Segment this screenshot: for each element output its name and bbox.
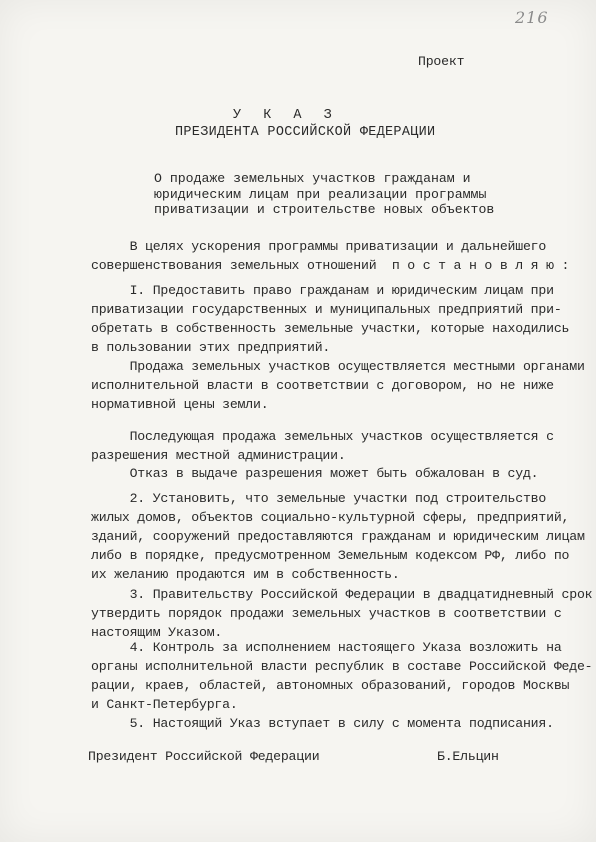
item-4-paragraph: 4. Контроль за исполнением настоящего Указа возложить на органы исполнительной власти республик в составе Российской Феде- рации, краев, областей, автономных образований, городов Москвы и Санкт-Петербурга. xyxy=(91,640,593,712)
item-1-refusal-paragraph: Отказ в выдаче разрешения может быть обжалован в суд. xyxy=(91,466,539,481)
draft-label: Проект xyxy=(418,54,465,69)
preamble-paragraph: В целях ускорения программы приватизации и дальнейшего совершенствования земельных отношений п о с т а н о в л я ю : xyxy=(91,239,570,273)
item-1-sale-paragraph: Продажа земельных участков осуществляется местными органами исполнительной власти в соответствии с договором, но не ниже нормативной цены земли. xyxy=(91,359,585,412)
document-subject: О продаже земельных участков гражданам и юридическим лицам при реализации программы приватизации и строительстве новых объектов xyxy=(154,171,495,217)
item-2-paragraph: 2. Установить, что земельные участки под строительство жилых домов, объектов социально-культурной сферы, предприятий, зданий, сооружений предоставляются гражданам и юридическим лицам либо в порядке, предусмотренном Земельным кодексом РФ, либо по их желанию продаются им в собственность. xyxy=(91,491,585,582)
item-3-paragraph: 3. Правительству Российской Федерации в двадцатидневный срок утвердить порядок продажи земельных участков в соответствии с настоящим Указом. xyxy=(91,587,593,640)
document-title: У К А З xyxy=(233,108,339,123)
item-5-paragraph: 5. Настоящий Указ вступает в силу с момента подписания. xyxy=(91,716,554,731)
item-1-paragraph: I. Предоставить право гражданам и юридическим лицам при приватизации государственных и муниципальных предприятий при- обретать в собственность земельные участки, которые находились в пользовании этих предприятий. xyxy=(91,283,570,355)
handwritten-page-number: 216 xyxy=(515,8,549,27)
signature-name: Б.Ельцин xyxy=(437,749,499,764)
item-1-resale-paragraph: Последующая продажа земельных участков осуществляется с разрешения местной администрации. xyxy=(91,429,554,463)
document-subtitle: ПРЕЗИДЕНТА РОССИЙСКОЙ ФЕДЕРАЦИИ xyxy=(175,125,436,140)
signature-title: Президент Российской Федерации xyxy=(88,749,320,764)
